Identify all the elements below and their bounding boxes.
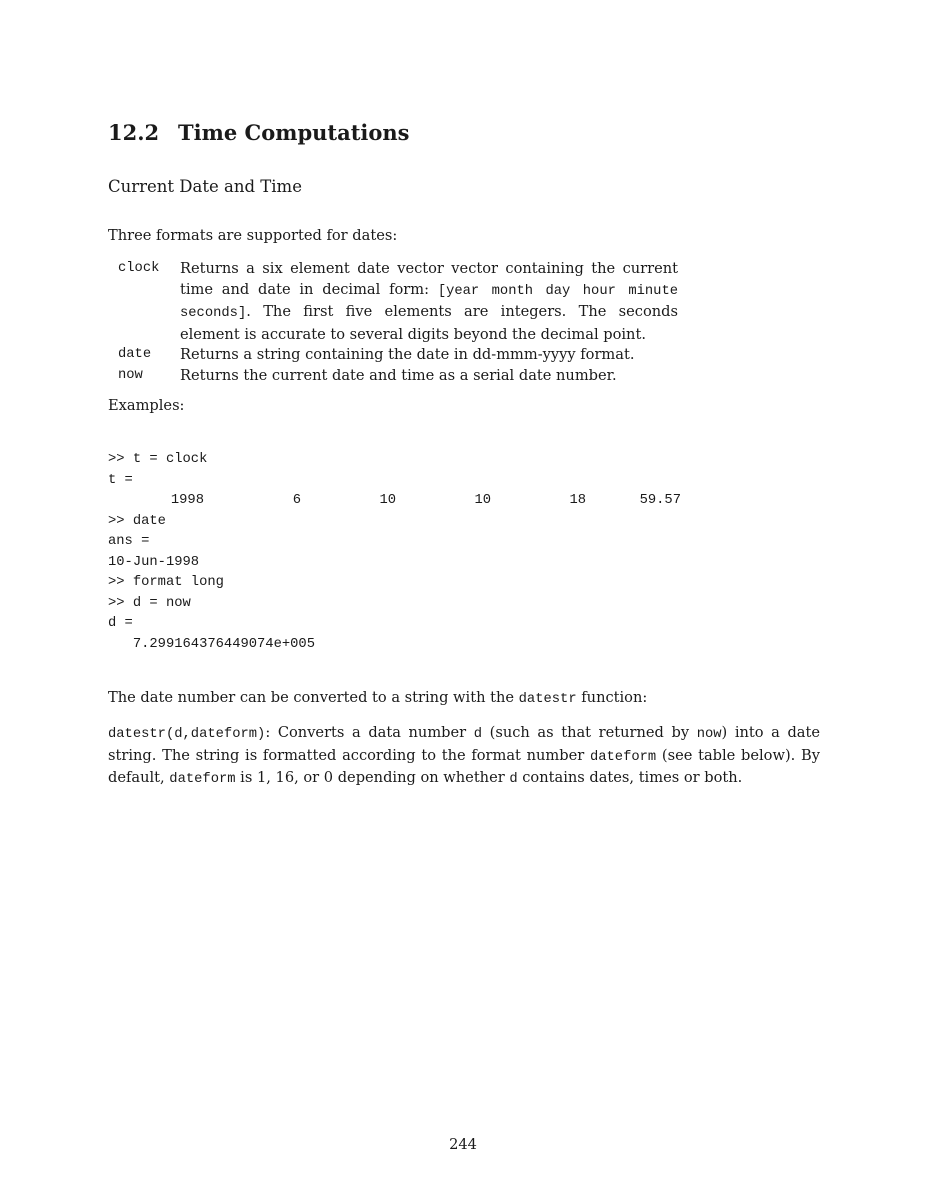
function-signature: datestr(d,dateform) <box>108 727 266 742</box>
section-number: 12.2 <box>108 120 160 145</box>
section-heading <box>108 120 409 145</box>
datestr-intro <box>108 688 820 711</box>
format-item-date <box>118 345 678 366</box>
date-format-list <box>118 259 678 386</box>
intro-paragraph: Three formats are supported for dates: <box>108 227 398 244</box>
format-description: Returns a string containing the date in dd-mmm-yyyy format. <box>180 346 635 363</box>
code-line: d = <box>108 616 133 631</box>
format-description-text: Returns a six element date vector vector containing the current time and date in decimal form: <box>180 260 678 298</box>
inline-code: datestr <box>518 692 577 707</box>
code-line: >> date <box>108 513 166 529</box>
inline-code: [year month day hour minute seconds] <box>180 283 679 321</box>
format-item-clock <box>118 259 678 345</box>
code-line: 7.299164376449074e+005 <box>108 636 315 652</box>
code-line: >> d = now <box>108 595 191 611</box>
code-line: >> format long <box>108 575 224 590</box>
text: The date number can be converted to a string with the <box>108 689 519 706</box>
page-number: 244 <box>449 1136 477 1153</box>
inline-code: dateform <box>589 749 657 765</box>
inline-code: d <box>473 727 483 742</box>
format-term: now <box>118 367 143 383</box>
examples-label: Examples: <box>108 397 185 414</box>
subsection-heading: Current Date and Time <box>108 177 302 196</box>
code-line: ans = <box>108 534 150 549</box>
format-description-text: . The first five elements are integers. The seconds element is accurate to several digits beyond the decimal point. <box>180 303 678 343</box>
vector-value: 1998 <box>170 493 204 508</box>
text: function: <box>576 689 648 706</box>
inline-code: now <box>696 727 722 742</box>
vector-value: 59.57 <box>639 493 681 508</box>
vector-value: 18 <box>569 493 586 508</box>
inline-code: d <box>509 772 518 787</box>
format-description <box>180 259 678 345</box>
format-item-now <box>118 366 678 387</box>
text: contains dates, times or both. <box>517 769 743 786</box>
format-description: Returns the current date and time as a serial date number. <box>180 366 617 384</box>
text: is 1, 16, or 0 depending on whether <box>235 769 510 786</box>
clock-vector-output <box>108 491 681 512</box>
code-line: >> t = clock <box>108 452 208 467</box>
format-term: date <box>118 347 152 362</box>
inline-code: dateform <box>169 772 236 787</box>
text: : Converts a data number <box>265 724 474 741</box>
vector-value: 6 <box>292 493 301 508</box>
text: (such as that returned by <box>482 724 697 741</box>
vector-value: 10 <box>379 493 396 508</box>
code-line: t = <box>108 472 133 488</box>
format-term: clock <box>118 261 160 276</box>
datestr-description <box>108 723 820 791</box>
text: (see table below). By default, <box>108 746 820 786</box>
code-example <box>108 450 681 655</box>
vector-value: 10 <box>474 493 491 508</box>
section-title: Time Computations <box>178 120 410 145</box>
text: ) into a date string. The string is formatted according to the format number <box>108 724 821 764</box>
code-line: 10-Jun-1998 <box>108 554 200 570</box>
